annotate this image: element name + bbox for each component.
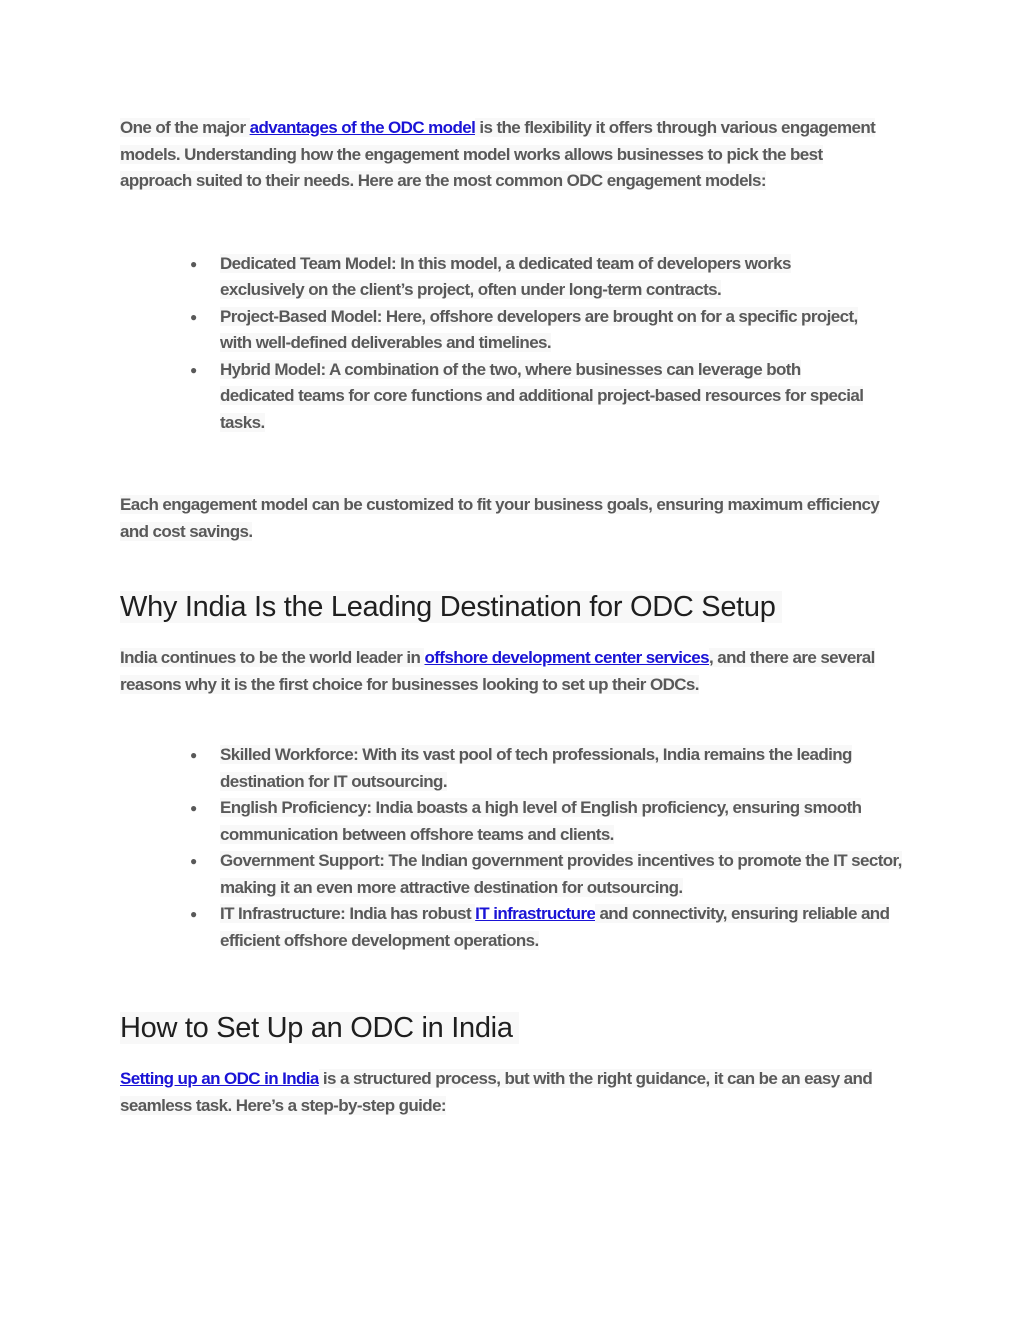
intro-paragraph: [120, 115, 880, 195]
list-item: ● IT Infrastructure: India has robust IT infrastructure and connectivity, ensuring reliable and efficient offshore development operations.: [188, 901, 908, 954]
intro-text-end: is the flexibility it offers through various engagement models. Understanding how the engagement model works allows businesses to pick the best approach suited to their needs. Here are the most common ODC engagement models:: [120, 118, 876, 190]
models-summary-paragraph: Each engagement model can be customized to fit your business goals, ensuring maximum efficiency and cost savings.: [120, 495, 880, 541]
advantages-odc-link[interactable]: advantages of the ODC model: [249, 118, 476, 137]
list-item: ● Project-Based Model: Here, offshore developers are brought on for a specific project, with well-defined deliverables and timelines.: [188, 304, 878, 357]
intro-text-start: One of the major: [120, 118, 250, 137]
odc-services-link[interactable]: offshore development center services: [424, 648, 709, 667]
india-section-heading: Why India Is the Leading Destination for ODC Setup: [120, 589, 910, 625]
list-item: ● Government Support: The Indian government provides incentives to promote the IT sector, making it an even more attractive destination for outsourcing.: [188, 848, 908, 901]
list-item: ● English Proficiency: India boasts a high level of English proficiency, ensuring smooth communication between offshore teams and clients.: [188, 795, 908, 848]
india-intro-paragraph: India continues to be the world leader in offshore development center services, and there are several reasons why it is the first choice for businesses looking to set up their ODCs.: [120, 648, 875, 694]
list-item: ● Dedicated Team Model: In this model, a dedicated team of developers works exclusively on the client’s project, often under long-term contracts.: [188, 251, 878, 304]
setup-intro-paragraph: Setting up an ODC in India is a structured process, but with the right guidance, it can be an easy and seamless task. Here’s a step-by-step guide:: [120, 1069, 873, 1115]
list-item: ● Skilled Workforce: With its vast pool of tech professionals, India remains the leading destination for IT outsourcing.: [188, 742, 908, 795]
engagement-models-list: [120, 251, 878, 437]
it-infrastructure-link[interactable]: IT infrastructure: [475, 904, 596, 923]
setup-section-heading: How to Set Up an ODC in India: [120, 1010, 910, 1046]
india-reasons-list: [120, 742, 908, 954]
setting-up-odc-link[interactable]: Setting up an ODC in India: [120, 1069, 319, 1088]
document-page: [120, 115, 910, 1119]
list-item: ● Hybrid Model: A combination of the two, where businesses can leverage both dedicated teams for core functions and additional project-based resources for special tasks.: [188, 357, 878, 437]
